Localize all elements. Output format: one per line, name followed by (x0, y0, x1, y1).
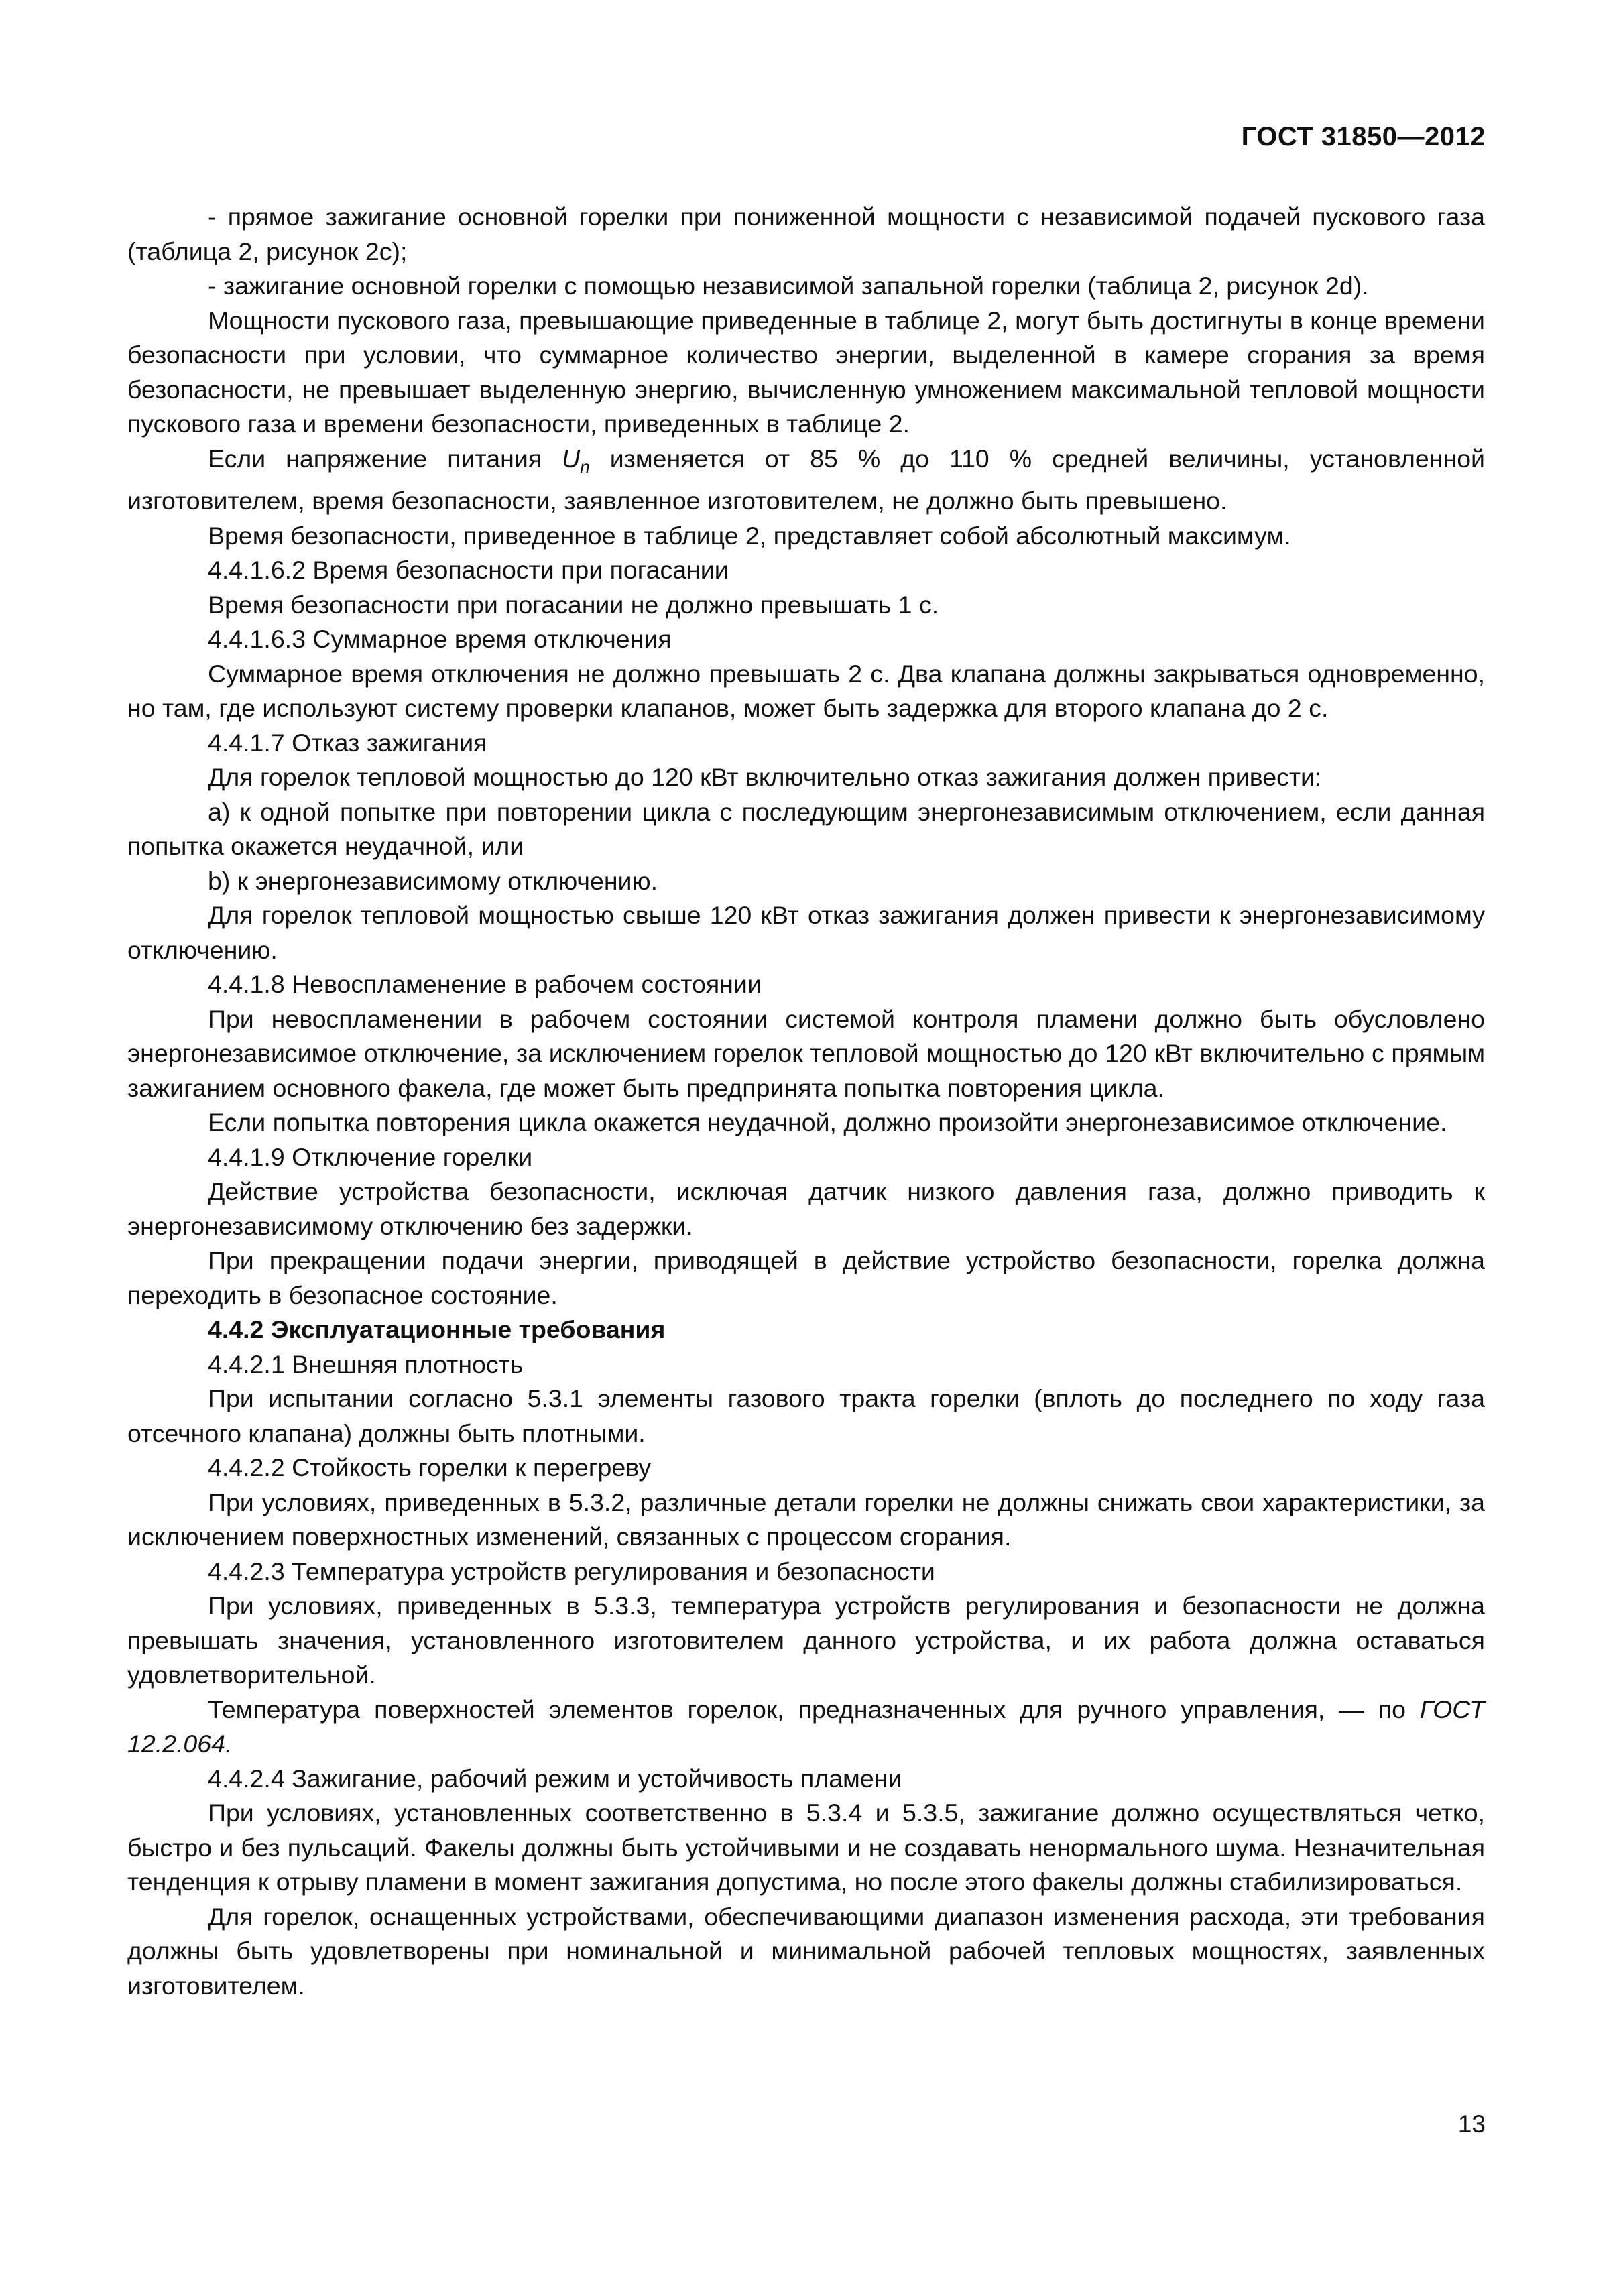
paragraph: Действие устройства безопасности, исключая датчик низкого давления газа, должно приводить к энергонезависимому отключению без задержки. (127, 1177, 1485, 1240)
section-heading: 4.4.1.7 Отказ зажигания (208, 728, 487, 757)
voltage-subscript: n (580, 456, 590, 477)
paragraph: При условиях, приведенных в 5.3.3, температура устройств регулирования и безопасности не должна превышать значения, установленного изготовителем данного устройства, и их работа должна оставаться удовлетворительной. (127, 1591, 1485, 1689)
paragraph: Для горелок тепловой мощностью свыше 120 кВт отказ зажигания должен привести к энергонезависимому отключению. (127, 901, 1485, 964)
paragraph: При испытании согласно 5.3.1 элементы газового тракта горелки (вплоть до последнего по ходу газа отсечного клапана) должны быть плотными. (127, 1384, 1485, 1447)
section-heading: 4.4.2.4 Зажигание, рабочий режим и устойчивость пламени (208, 1764, 902, 1793)
standard-header: ГОСТ 31850—2012 (1241, 122, 1486, 152)
text-run: Температура поверхностей элементов горелок, предназначенных для ручного управления, — по (208, 1695, 1420, 1724)
paragraph: Время безопасности при погасании не должно превышать 1 с. (208, 590, 939, 619)
paragraph: Для горелок тепловой мощностью до 120 кВт включительно отказ зажигания должен привести: (208, 763, 1322, 791)
section-heading: 4.4.2.3 Температура устройств регулирования и безопасности (208, 1557, 935, 1585)
section-heading: 4.4.1.8 Невоспламенение в рабочем состоянии (208, 970, 762, 998)
section-heading: 4.4.2.2 Стойкость горелки к перегреву (208, 1453, 652, 1482)
paragraph: - зажигание основной горелки с помощью независимой запальной горелки (таблица 2, рисунок 2d). (208, 271, 1369, 300)
section-heading: 4.4.2.1 Внешняя плотность (208, 1349, 524, 1378)
text-run: изменяется от 85 % до 110 % средней величины, установленной изготовителем, время безопасности, заявленное изготовителем, не должно быть превышено. (127, 444, 1485, 515)
section-heading: 4.4.1.9 Отключение горелки (208, 1142, 533, 1171)
standard-reference: ГОСТ 12.2.064. (127, 1695, 1485, 1758)
section-heading: 4.4.1.6.2 Время безопасности при погасании (208, 556, 729, 584)
paragraph: При условиях, установленных соответственно в 5.3.4 и 5.3.5, зажигание должно осуществляться четко, быстро и без пульсаций. Факелы должны быть устойчивыми и не создавать ненормального шума. Незначительная тенденция к отрыву пламени в момент зажигания допустима, но после этого факелы должны стабилизироваться. (127, 1799, 1485, 1896)
temperature-paragraph (127, 1693, 1485, 1762)
paragraph: Для горелок, оснащенных устройствами, обеспечивающими диапазон изменения расхода, эти требования должны быть удовлетворены при номинальной и минимальной рабочей тепловых мощностях, заявленных изготовителем. (127, 1902, 1485, 2000)
paragraph: Мощности пускового газа, превышающие приведенные в таблице 2, могут быть достигнуты в конце времени безопасности при условии, что суммарное количество энергии, выделенной в камере сгорания за время безопасности, не превышает выделенную энергию, вычисленную умножением максимальной тепловой мощности пускового газа и времени безопасности, приведенных в таблице 2. (127, 306, 1485, 438)
paragraph: При невоспламенении в рабочем состоянии системой контроля пламени должно быть обусловлено энергонезависимое отключение, за исключением горелок тепловой мощностью до 120 кВт включительно с прямым зажиганием основного факела, где может быть предпринята попытка повторения цикла. (127, 1004, 1485, 1102)
paragraph: При условиях, приведенных в 5.3.2, различные детали горелки не должны снижать свои характеристики, за исключением поверхностных изменений, связанных с процессом сгорания. (127, 1488, 1485, 1551)
paragraph: Время безопасности, приведенное в таблице 2, представляет собой абсолютный максимум. (208, 521, 1291, 550)
voltage-symbol: U (562, 444, 581, 473)
list-item: a) к одной попытке при повторении цикла с последующим энергонезависимым отключением, если данная попытка окажется неудачной, или (127, 797, 1485, 860)
section-heading: 4.4.1.6.3 Суммарное время отключения (208, 625, 672, 653)
section-heading-bold: 4.4.2 Эксплуатационные требования (208, 1315, 666, 1343)
paragraph: - прямое зажигание основной горелки при пониженной мощности с независимой подачей пускового газа (таблица 2, рисунок 2c); (127, 202, 1485, 265)
list-item: b) к энергонезависимому отключению. (208, 866, 658, 895)
voltage-paragraph (127, 442, 1485, 519)
paragraph: Если попытка повторения цикла окажется неудачной, должно произойти энергонезависимое отключение. (208, 1108, 1447, 1136)
paragraph: Суммарное время отключения не должно превышать 2 с. Два клапана должны закрываться одновременно, но там, где используют систему проверки клапанов, может быть задержка для второго клапана до 2 с. (127, 659, 1485, 722)
page-number: 13 (1457, 2110, 1486, 2138)
text-run: Если напряжение питания (208, 444, 562, 473)
page-body (127, 200, 1485, 2003)
paragraph: При прекращении подачи энергии, приводящей в действие устройство безопасности, горелка должна переходить в безопасное состояние. (127, 1246, 1485, 1309)
